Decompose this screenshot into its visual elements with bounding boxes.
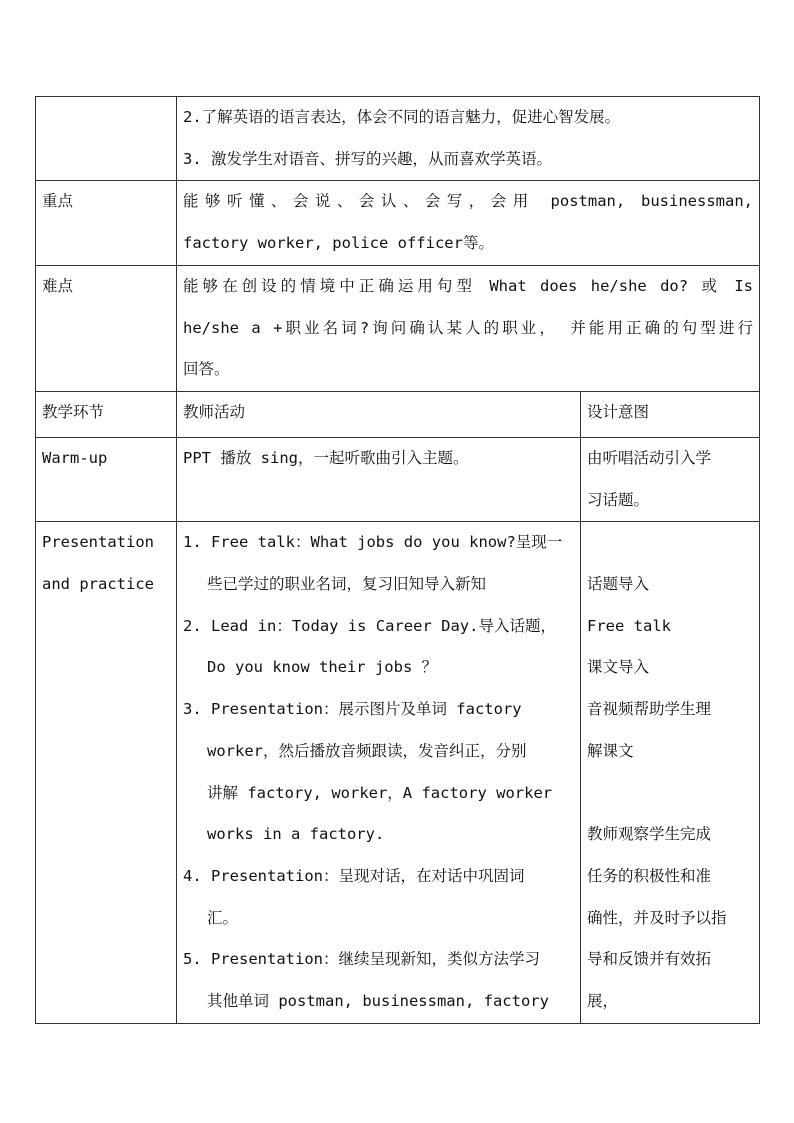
key-points-line-1: 能够听懂、会说、会认、会写，会用 postman, businessman, [183, 192, 754, 211]
presentation-stage-line-1: Presentation [42, 533, 154, 552]
presentation-row [36, 522, 760, 1023]
warmup-purpose-line-1: 由听唱活动引入学 [587, 448, 712, 467]
table-header-row [36, 391, 760, 437]
key-points-content-cell [177, 181, 760, 265]
warmup-stage: Warm-up [36, 437, 177, 521]
purpose-line-8: 确性，并及时予以指 [587, 908, 727, 927]
purpose-line-5: 解课文 [587, 741, 634, 760]
activity-item-3-line-3: 讲解 factory, worker，A factory worker [207, 783, 553, 802]
header-design-intent: 设计意图 [581, 391, 760, 437]
purpose-line-10: 展， [587, 992, 619, 1011]
purpose-line-7: 任务的积极性和准 [587, 866, 712, 885]
header-stage: 教学环节 [36, 391, 177, 437]
difficulties-label: 难点 [42, 276, 74, 295]
difficulties-line-2: he/she a +职业名词?询问确认某人的职业， 并能用正确的句型进行 [183, 318, 754, 337]
purpose-line-2: Free talk [587, 616, 671, 635]
difficulties-line-3: 回答。 [183, 360, 230, 379]
presentation-purpose-cell [581, 522, 760, 1023]
activity-item-3-line-4: works in a factory. [207, 825, 385, 844]
warmup-row [36, 437, 760, 521]
difficulties-content-cell [177, 265, 760, 391]
key-points-label: 重点 [42, 192, 74, 211]
key-points-row [36, 181, 760, 265]
difficulties-row [36, 265, 760, 391]
purpose-line-4: 音视频帮助学生理 [587, 700, 712, 719]
purpose-line-6: 教师观察学生完成 [587, 825, 712, 844]
activity-item-4-line-2: 汇。 [207, 908, 239, 927]
activity-item-3-line-1: 3. Presentation：展示图片及单词 factory [183, 700, 522, 719]
objectives-label-cell [36, 97, 177, 181]
activity-item-2-line-1: 2. Lead in：Today is Career Day.导入话题， [183, 616, 556, 635]
presentation-stage-cell [36, 522, 177, 1023]
objectives-content-cell [177, 97, 760, 181]
key-points-line-2: factory worker, police officer等。 [183, 234, 494, 253]
activity-item-2-line-2: Do you know their jobs ？ [207, 658, 438, 677]
difficulties-label-cell [36, 265, 177, 391]
objective-2-text: 2.了解英语的语言表达，体会不同的语言魅力，促进心智发展。 [183, 108, 621, 126]
purpose-spacer-2 [587, 773, 753, 815]
activity-item-5-line-2: 其他单词 postman, businessman, factory [207, 992, 549, 1011]
objectives-row [36, 97, 760, 181]
objective-3-text: 3. 激发学生对语音、拼写的兴趣，从而喜欢学英语。 [183, 149, 552, 168]
activity-item-4-line-1: 4. Presentation：呈现对话，在对话中巩固词 [183, 866, 525, 885]
purpose-line-3: 课文导入 [587, 658, 650, 677]
warmup-purpose-line-2: 习话题。 [587, 490, 650, 509]
activity-item-5-line-1: 5. Presentation：继续呈现新知，类似方法学习 [183, 950, 540, 969]
key-points-label-cell [36, 181, 177, 265]
warmup-activity: PPT 播放 sing，一起听歌曲引入主题。 [177, 437, 581, 521]
difficulties-line-1: 能够在创设的情境中正确运用句型 What does he/she do? 或 Is [183, 276, 754, 295]
purpose-line-1: 话题导入 [587, 575, 650, 594]
header-teacher-activity: 教师活动 [177, 391, 581, 437]
activity-item-1-line-1: 1. Free talk：What jobs do you know?呈现一 [183, 533, 563, 552]
warmup-purpose-cell [581, 437, 760, 521]
presentation-stage-line-2: and practice [42, 575, 154, 594]
purpose-spacer-1 [587, 522, 753, 564]
activity-item-1-line-2: 些已学过的职业名词，复习旧知导入新知 [207, 575, 487, 594]
presentation-activity-cell [177, 522, 581, 1023]
purpose-line-9: 导和反馈并有效拓 [587, 950, 712, 969]
activity-item-3-line-2: worker，然后播放音频跟读，发音纠正，分别 [207, 741, 527, 760]
lesson-plan-table [35, 96, 760, 1024]
